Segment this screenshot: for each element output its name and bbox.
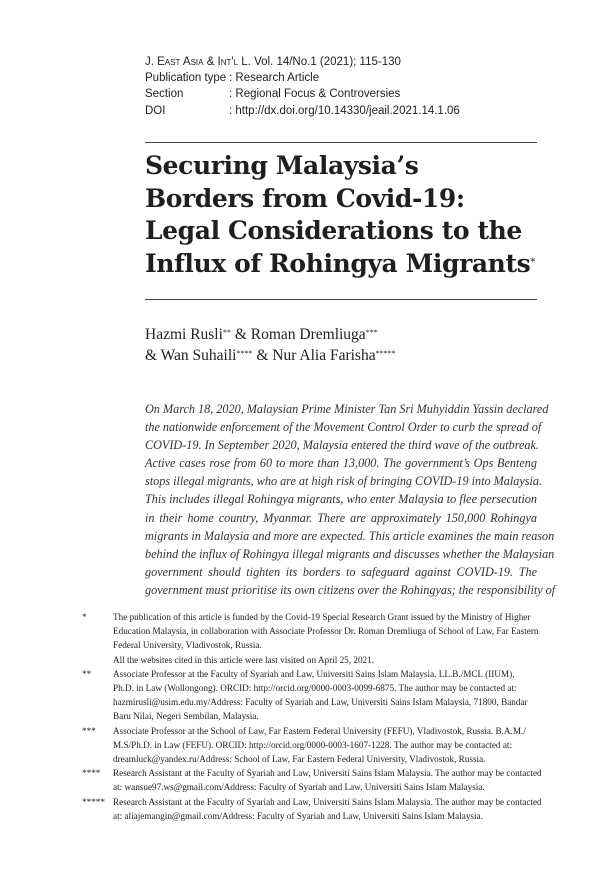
author-name: Hazmi Rusli [145,326,223,343]
abstract-line: Active cases rose from 60 to more than 13,000. The government’s Ops Benteng [145,456,537,471]
footnote [82,667,542,724]
title-line-text: Influx of Rohingya Migrants [145,248,531,278]
author-name: Roman Dremliuga [250,326,366,343]
article-title [145,150,545,280]
title-footnote-mark[interactable]: * [530,256,536,269]
footnote-text [113,667,542,724]
footnote-mark: **** [82,768,101,779]
abstract-line: the nationwide enforcement of the Movement Control Order to curb the spread of [145,420,542,435]
author-separator: & [145,347,161,364]
footnote-line[interactable]: hazmirusli@usim.edu.my/Address: Faculty of Syariah and Law, Universiti Sains Islam Malaysia, 71800, Bandar [113,697,528,708]
footnote-line: The publication of this article is funded by the Covid-19 Special Research Grant issued by the Ministry of Higher [113,612,531,622]
title-line: Legal Considerations to the [145,216,522,245]
author-line-1 [145,324,396,345]
author-footnote-mark[interactable]: *** [365,328,378,337]
doi-value[interactable]: : http://dx.doi.org/10.14330/jeail.2021.14.1.06 [229,104,460,117]
section-label: Section [145,88,184,101]
title-line-last [145,248,545,281]
footnotes [82,610,542,823]
abstract-line: behind the influx of Rohingya illegal migrants and discusses whether the Malaysian [145,546,555,561]
journal-abbreviation: J. East Asia & Int'l L. [145,56,251,68]
abstract [145,400,556,599]
footnote-text [113,724,542,767]
doi-label: DOI [145,104,166,117]
doi-row [145,103,460,119]
footnote-mark: *** [82,725,96,736]
footnote [82,724,542,767]
publication-header [145,54,460,119]
footnote [82,766,542,794]
abstract-line: COVID-19. In September 2020, Malaysia entered the third wave of the outbreak. [145,438,539,453]
publication-type-value: : Research Article [229,72,320,85]
author-name: Wan Suhaili [160,347,237,364]
publication-type-row [145,70,460,86]
author-name: Nur Alia Farisha [272,347,376,364]
title-line: Borders from Covid-19: [145,183,465,213]
footnote-line: Research Assistant at the Faculty of Syariah and Law, Universiti Sains Islam Malaysia. The author may be contacted [113,768,542,779]
abstract-line: government must prioritise its own citizens over the Rohingyas; the responsibility of [145,582,556,597]
footnote-line: Research Assistant at the Faculty of Syariah and Law, Universiti Sains Islam Malaysia. The author may be contacted [113,796,542,807]
journal-citation-row [145,54,460,70]
title-line: Securing Malaysia’s [145,151,419,180]
footnote-mark: ***** [82,796,105,807]
author-list [145,324,396,366]
abstract-line: in their home country, Myanmar. There are approximately 150,000 Rohingya [145,510,537,525]
title-bottom-rule [145,299,537,300]
footnote-line: Federal University, Vladivostok, Russia. [113,640,262,651]
footnote-line[interactable]: at: wansue97.ws@gmail.com/Address: Faculty of Syariah and Law, Universiti Sains Islam Malaysia. [113,782,485,793]
footnote-text [113,795,542,823]
footnote-text [113,610,542,667]
section-value: : Regional Focus & Controversies [229,88,401,101]
footnote-line: Baru Nilai, Negeri Sembilan, Malaysia. [113,711,259,722]
abstract-line: migrants in Malaysia and more are expected. This article examines the main reason [145,528,555,543]
footnote [82,610,542,667]
footnote-line: Education Malaysia, in collaboration with Associate Professor Dr. Roman Dremliuga of School of Law, Far Eastern [113,626,539,637]
author-separator: & [252,347,273,364]
footnote-line[interactable]: M.S/Ph.D. in Law (FEFU). ORCID: http://orcid.org/0000-0003-1607-1228. The author may be contacted at: [113,739,513,750]
footnote-line[interactable]: Ph.D. in Law (Wollongong). ORCID: http://orcid.org/0000-0003-0099-6875. The author may be contacted at: [113,683,517,694]
publication-type-label: Publication type [145,72,227,85]
footnote-line[interactable]: at: aliajemangin@gmail.com/Address: Faculty of Syariah and Law, Universiti Sains Islam Malaysia. [113,810,483,821]
title-top-rule [145,142,537,143]
footnote-line: Associate Professor at the School of Law, Far Eastern Federal University (FEFU), Vladivostok, Russia. B.A.M./ [113,725,526,736]
abstract-line: government should tighten its borders to safeguard against COVID-19. The [145,564,537,579]
footnote-mark: ** [82,668,92,679]
abstract-line: On March 18, 2020, Malaysian Prime Minister Tan Sri Muhyiddin Yassin declared [145,402,549,416]
author-footnote-mark[interactable]: **** [236,349,253,358]
author-footnote-mark[interactable]: ** [222,328,231,337]
abstract-line: stops illegal migrants, who are at high risk of bringing COVID-19 into Malaysia. [145,474,542,489]
volume-info: Vol. 14/No.1 (2021); 115-130 [254,56,401,68]
footnote [82,795,542,823]
footnote-text [113,766,542,794]
footnote-line: Associate Professor at the Faculty of Syariah and Law, Universiti Sains Islam Malaysia. LL.B./MCL (IIUM), [113,668,515,679]
author-line-2 [145,345,396,366]
author-footnote-mark[interactable]: ***** [375,349,396,358]
author-separator: & [230,326,251,343]
footnote-line: All the websites cited in this article were last visited on April 25, 2021. [113,654,375,665]
abstract-line: This includes illegal Rohingya migrants, who enter Malaysia to flee persecution [145,492,537,507]
footnote-line[interactable]: dreamluck@yandex.ru/Address: School of Law, Far Eastern Federal University, Vladivostok, Russia. [113,754,486,765]
footnote-mark: * [82,612,87,622]
section-row [145,86,460,102]
